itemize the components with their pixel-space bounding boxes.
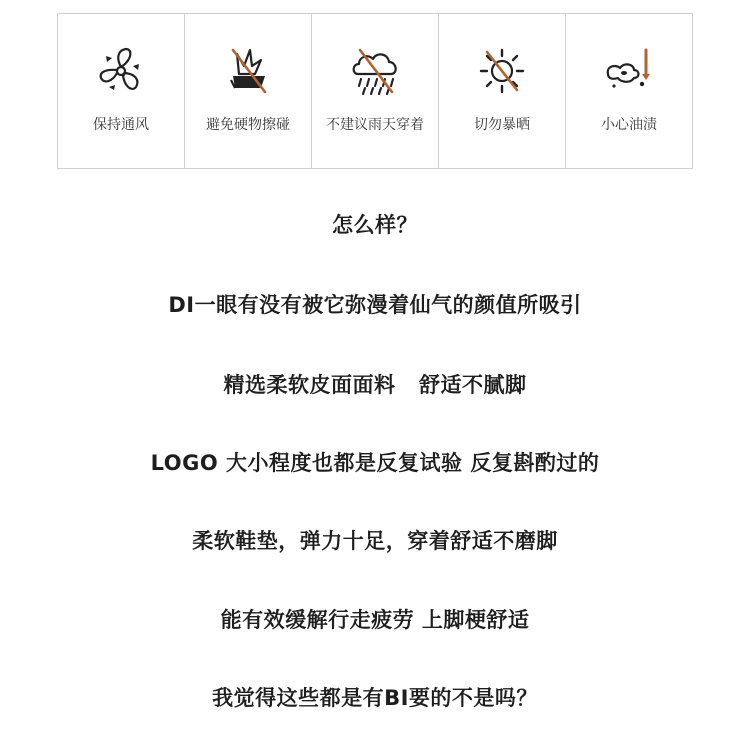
- care-label: 切勿暴晒: [474, 117, 530, 133]
- oil-stain-icon: [600, 44, 658, 98]
- description-line: 能有效缓解行走疲劳 上脚梗舒适: [220, 608, 530, 632]
- care-item-no-sun: [439, 14, 566, 168]
- care-item-no-rain: [312, 14, 439, 168]
- care-item-ventilation: [58, 14, 185, 168]
- care-label: 不建议雨天穿着: [326, 117, 424, 133]
- care-label: 保持通风: [93, 117, 149, 133]
- no-rain-icon: [346, 44, 404, 98]
- fan-ventilation-icon: [92, 44, 150, 98]
- no-hard-object-icon: [219, 44, 277, 98]
- no-sun-icon: [473, 44, 531, 98]
- description-line: DI一眼有没有被它弥漫着仙气的颜值所吸引: [168, 293, 582, 317]
- care-instructions-strip: [57, 13, 693, 169]
- description-line: 柔软鞋垫，弹力十足，穿着舒适不磨脚: [192, 529, 558, 553]
- care-item-no-hard-objects: [185, 14, 312, 168]
- care-label: 小心油渍: [601, 117, 657, 133]
- description-line: 精选柔软皮面面料 舒适不腻脚: [223, 373, 527, 397]
- care-item-oil-stain: [566, 14, 692, 168]
- description-line: 我觉得这些都是有BI要的不是吗？: [212, 686, 538, 710]
- description-line: LOGO 大小程度也都是反复试验 反复斟酌过的: [150, 451, 600, 475]
- question-heading: 怎么样？: [332, 213, 418, 237]
- care-label: 避免硬物擦碰: [206, 117, 290, 133]
